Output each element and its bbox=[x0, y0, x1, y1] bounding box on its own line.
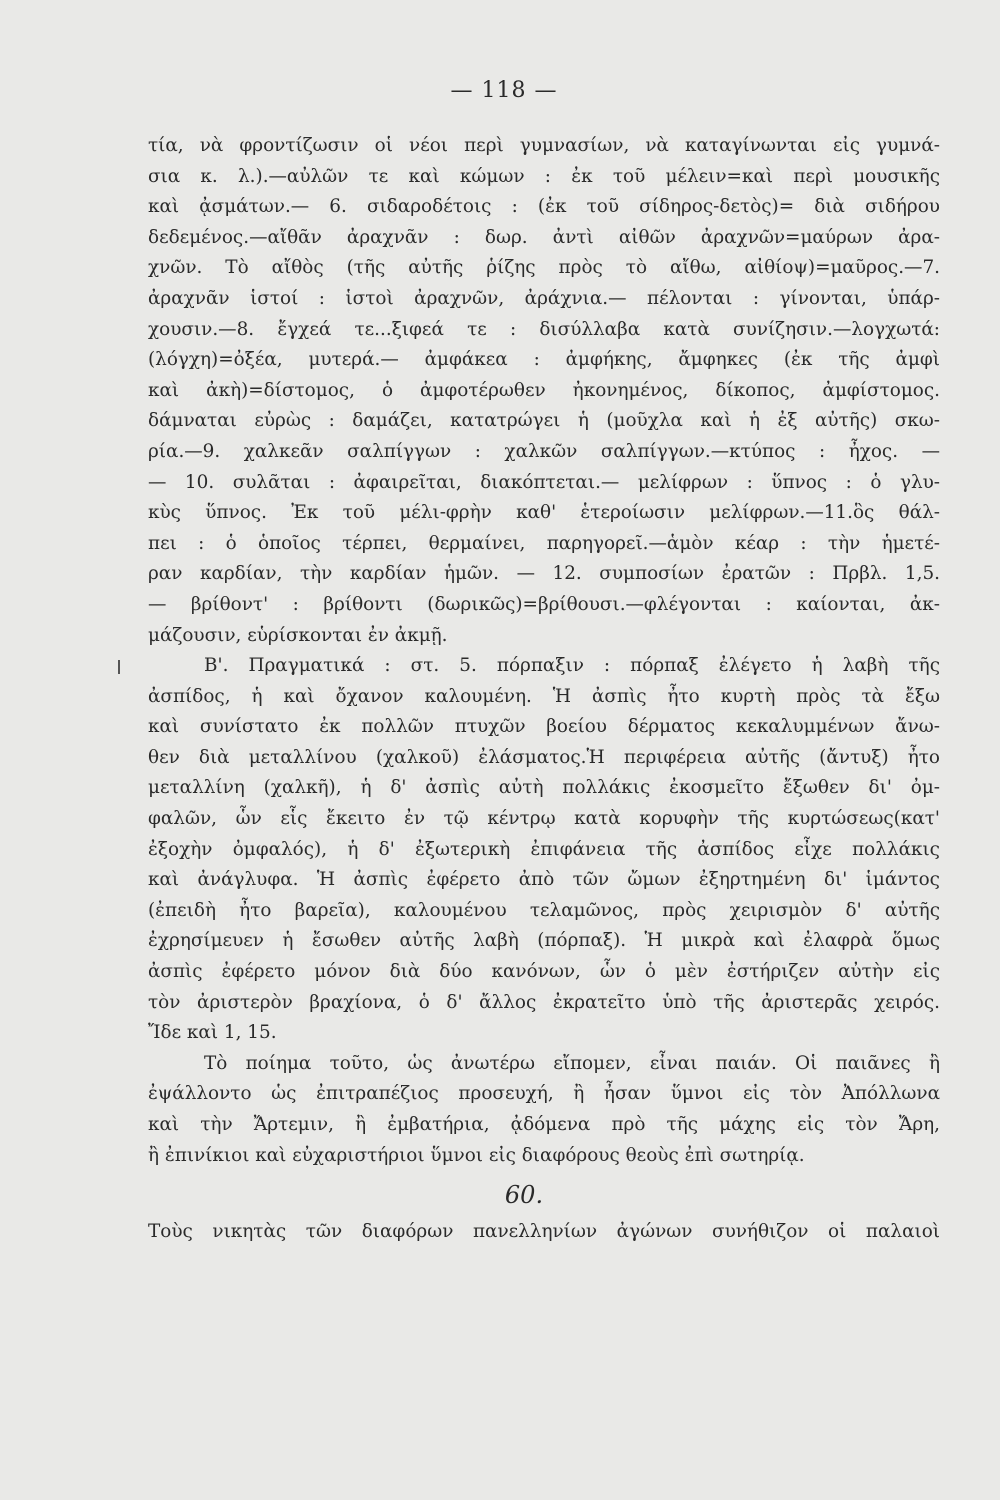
text-line: ἐχρησίμευεν ἡ ἔσωθεν αὐτῆς λαβὴ (πόρπαξ). Ἡ μικρὰ καὶ ἐλαφρὰ ὅμως bbox=[148, 930, 940, 952]
text-line: ἐψάλλοντο ὡς ἐπιτραπέζιος προσευχή, ἢ ἦσαν ὕμνοι εἰς τὸν Ἀπόλλωνα bbox=[148, 1083, 940, 1105]
section-heading-line: Β'. Πραγματικά : στ. 5. πόρπαξιν : πόρπαξ ἐλέγετο ἡ λαβὴ τῆς bbox=[204, 655, 940, 677]
text-line: μεταλλίνη (χαλκῆ), ἡ δ' ἀσπὶς αὐτὴ πολλάκις ἐκοσμεῖτο ἔξωθεν δι' ὀμ- bbox=[148, 777, 940, 799]
text-line: ἐξοχὴν ὀμφαλός), ἡ δ' ἐξωτερικὴ ἐπιφάνεια τῆς ἀσπίδος εἶχε πολλάκις bbox=[148, 838, 940, 860]
text-line: ἀραχνᾶν ἱστοί : ἱστοὶ ἀραχνῶν, ἀράχνια.— πέλονται : γίνονται, ὑπάρ- bbox=[148, 287, 940, 309]
text-line: τία, νὰ φροντίζωσιν οἱ νέοι περὶ γυμνασίων, νὰ καταγίνωνται εἰς γυμνά- bbox=[148, 135, 940, 156]
text-line: κὺς ὕπνος. Ἐκ τοῦ μέλι-φρὴν καθ' ἑτεροίωσιν μελίφρων.—11.ὃς θάλ- bbox=[148, 502, 940, 524]
text-line: χουσιν.—8. ἔγχεά τε...ξιφεά τε : δισύλλαβα κατὰ συνίζησιν.—λογχωτά: bbox=[148, 318, 940, 340]
text-line: καὶ ἀνάγλυφα. Ἡ ἀσπὶς ἐφέρετο ἀπὸ τῶν ὤμων ἐξηρτημένη δι' ἱμάντος bbox=[148, 869, 940, 891]
text-line: δεδεμένος.—αἴθᾶν ἀραχνᾶν : δωρ. ἀντὶ αἰθῶν ἀραχνῶν=μαύρων ἀρα- bbox=[148, 226, 940, 248]
text-line: τὸν ἀριστερὸν βραχίονα, ὁ δ' ἄλλος ἐκρατεῖτο ὑπὸ τῆς ἀριστερᾶς χειρός. bbox=[148, 991, 940, 1013]
text-line: (λόγχη)=ὀξέα, μυτερά.— ἀμφάκεα : ἀμφήκης, ἄμφηκες (ἐκ τῆς ἀμφὶ bbox=[148, 349, 940, 371]
text-line: — 10. συλᾶται : ἀφαιρεῖται, διακόπτεται.— μελίφρων : ὕπνος : ὁ γλυ- bbox=[148, 471, 940, 493]
text-line: ἢ ἐπινίκιοι καὶ εὐχαριστήριοι ὕμνοι εἰς διαφόρους θεοὺς ἐπὶ σωτηρίᾳ. bbox=[148, 1144, 805, 1166]
text-line: δάμναται εὐρὼς : δαμάζει, κατατρώγει ἡ (μοῦχλα καὶ ἡ ἐξ αὐτῆς) σκω- bbox=[148, 410, 940, 432]
text-line: — βρίθοντ' : βρίθοντι (δωρικῶς)=βρίθουσι.—φλέγονται : καίονται, ἀκ- bbox=[148, 593, 940, 615]
text-line: χνῶν. Τὸ αἴθὸς (τῆς αὐτῆς ῥίζης πρὸς τὸ αἴθω, αἰθίοψ)=μαῦρος.—7. bbox=[148, 257, 940, 279]
text-line: ἀσπίδος, ἡ καὶ ὄχανον καλουμένη. Ἡ ἀσπὶς ἦτο κυρτὴ πρὸς τὰ ἔξω bbox=[148, 685, 940, 707]
text-line: καὶ τὴν Ἄρτεμιν, ἢ ἐμβατήρια, ᾀδόμενα πρὸ τῆς μάχης εἰς τὸν Ἄρη, bbox=[148, 1114, 940, 1135]
text-line: πει : ὁ ὁποῖος τέρπει, θερμαίνει, παρηγορεῖ.—ἁμὸν κέαρ : τὴν ἡμετέ- bbox=[148, 532, 940, 554]
text-line: καὶ συνίστατο ἐκ πολλῶν πτυχῶν βοείου δέρματος κεκαλυμμένων ἄνω- bbox=[148, 716, 940, 738]
body-text bbox=[148, 131, 940, 1171]
text-line: ρία.—9. χαλκεᾶν σαλπίγγων : χαλκῶν σαλπίγγων.—κτύπος : ἦχος. — bbox=[148, 440, 940, 462]
text-line: καὶ ᾀσμάτων.— 6. σιδαροδέτοις : (ἐκ τοῦ σίδηρος-δετὸς)= διὰ σιδήρου bbox=[148, 196, 940, 218]
margin-mark bbox=[118, 660, 120, 674]
page-number: — 118 — bbox=[450, 78, 558, 103]
text-line: ραν καρδίαν, τὴν καρδίαν ἡμῶν. — 12. συμποσίων ἐρατῶν : Πρβλ. 1,5. bbox=[148, 563, 940, 585]
text-line: Ἴδε καὶ 1, 15. bbox=[148, 1022, 277, 1044]
text-line: ἀσπὶς ἐφέρετο μόνον διὰ δύο κανόνων, ὧν ὁ μὲν ἐστήριζεν αὐτὴν εἰς bbox=[148, 961, 940, 983]
text-line: μάζουσιν, εὑρίσκονται ἐν ἀκμῇ. bbox=[148, 624, 448, 646]
text-line: φαλῶν, ὧν εἷς ἔκειτο ἐν τῷ κέντρῳ κατὰ κορυφὴν τῆς κυρτώσεως(κατ' bbox=[148, 808, 940, 830]
text-line: Τοὺς νικητὰς τῶν διαφόρων πανελληνίων ἀγώνων συνήθιζον οἱ παλαιοὶ bbox=[148, 1221, 940, 1243]
text-line: (ἐπειδὴ ἦτο βαρεῖα), καλουμένου τελαμῶνος, πρὸς χειρισμὸν δ' αὐτῆς bbox=[148, 899, 940, 921]
text-line: θεν διὰ μεταλλίνου (χαλκοῦ) ἐλάσματος.Ἡ περιφέρεια αὐτῆς (ἄντυξ) ἦτο bbox=[148, 746, 940, 768]
text-line: καὶ ἀκὴ)=δίστομος, ὁ ἀμφοτέρωθεν ἠκονημένος, δίκοπος, ἀμφίστομος. bbox=[148, 379, 940, 401]
paragraph-line: Τὸ ποίημα τοῦτο, ὡς ἀνωτέρω εἴπομεν, εἶναι παιάν. Οἱ παιᾶνες ἢ bbox=[204, 1052, 940, 1074]
section-number: 60. bbox=[504, 1181, 544, 1210]
text-line: σια κ. λ.).—αὐλῶν τε καὶ κώμων : ἐκ τοῦ μέλειν=καὶ περὶ μουσικῆς bbox=[148, 165, 940, 187]
